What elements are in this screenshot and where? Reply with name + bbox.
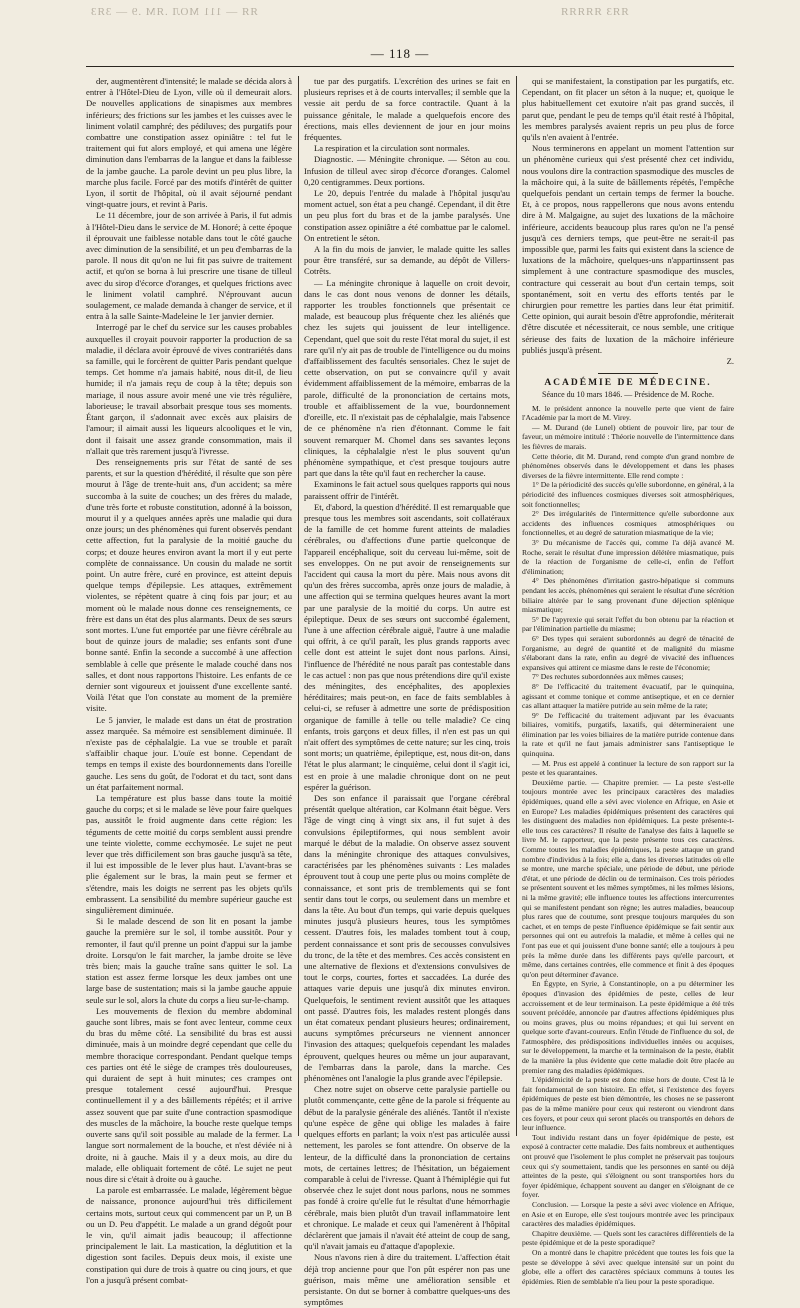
paragraph: Interrogé par le chef du service sur les causes probables auxquelles il croyait pouvoir rapporter la production de sa maladie, il déclara avoir éprouvé de vives contrariétés dans sa famille, qui le forcèrent de quitter Paris pendant quelque temps. Cet homme n'a jamais habité, nous dit-il, de lieu humide; il n'a jamais reçu de coup à la tête; depuis son mariage, il nous assure avoir mené une vie très régulière, laborieuse; le travail absorbait presque tous ses moments. Étant garçon, il s'adonnait avec excès aux plaisirs de l'amour; il aimait aussi les liqueurs alcooliques et le vin, dont il faisait une assez grande consommation, mais il n'allait que très rarement jusqu'à l'ivresse.	[86, 322, 292, 456]
paragraph: Tout individu restant dans un foyer épidémique de peste, est exposé à contracter cette maladie. Des faits nombreux et authentiques ont prouvé que l'isolement le plus complet ne préservait pas toujours ceux qui s'y soumettaient, tandis que les personnes en santé ou déjà atteintes de la peste, qui s'éloignent ou sont transportées hors du foyer épidémique, échappent souvent au danger en s'éloignant de ce foyer.	[522, 1132, 734, 1200]
paragraph-diagnostic: Diagnostic. — Méningite chronique. — Séton au cou. Infusion de tilleul avec sirop d'écorce d'oranges. Calomel 0,20 centigrammes. Deux portions.	[304, 154, 510, 187]
paragraph: 6° Des types qui seraient subordonnés au degré de ténacité de l'organisme, au degré de quantité et de malignité du miasme s'élaborant dans la rate, enfin au degré de vivacité des influences expansives qui attirent ce miasme dans le reste de l'économie;	[522, 633, 734, 672]
paragraph: Et, d'abord, la question d'hérédité. Il est remarquable que presque tous les membres soit ascendants, soit collatéraux de la famille de cet homme furent atteints de maladies cérébrales, ou d'affections d'une partie quelconque de l'appareil encéphalique, soit du cerveau lui-même, soit de ses enveloppes. On ne put avoir de renseignements sur l'accident qui causa la mort du père. Mais nous avons dit qu'un des frères succomba, après onze jours de maladie, à une affection qui se termina quelques heures avant la mort par une paralysie de la moitié du corps. Un autre est épileptique. Deux de ses sœurs ont succombé également, l'une à une affection cérébrale aiguë, l'autre à une maladie qui offrit, à ce qu'il paraît, les plus grands rapports avec celle dont est atteint le sujet dont nous parlons. Ainsi, l'influence de l'hérédité ne nous paraît pas contestable dans le cas actuel : non pas que nous prétendions dire qu'il existe des méningites, des encéphalites, des apoplexies héréditaires; mais peut-on, en face de faits semblables à celui-ci, se refuser à admettre une sorte de prédisposition organique de famille à telle ou telle maladie? Ce cinq enfants, trois garçons et deux filles, il n'en est pas un qui n'ait offert des symptômes de cette nature; sur les cinq, trois sont morts; un quatrième, épileptique, est, nous dit-on, dans l'état le plus alarmant; le cinquième, celui dont il s'agit ici, est en proie à une maladie chronique dont on ne peut espérer la guérison.	[304, 501, 510, 792]
paragraph: A la fin du mois de janvier, le malade quitte les salles pour être transféré, sur sa demande, au dépôt de Villers-Cotrêts.	[304, 244, 510, 277]
bleed-right-text: ЯЯЗ ЯЯЯЯЯ	[560, 6, 629, 18]
column-3	[522, 76, 734, 1286]
paragraph: Le 11 décembre, jour de son arrivée à Paris, il fut admis à l'Hôtel-Dieu dans le service de M. Honoré; à cette époque il éprouvait une faiblesse notable dans tout le côté gauche avec diminution de la sensibilité, et un peu d'embarras de la parole. Il nous dit qu'on ne lui fit pas suivre de traitement actif, et qu'on se borna à lui prescrire une tisane de tilleul avec du sirop d'écorce d'oranges, et quelques frictions avec le liniment volatil camphré. N'éprouvant aucun soulagement, ce malade demanda à changer de service, et il entra à la salle Sainte-Madeleine le 1er janvier dernier.	[86, 210, 292, 322]
paragraph: — M. Prus est appelé à continuer la lecture de son rapport sur la peste et les quarantaines.	[522, 758, 734, 778]
paragraph: Conclusion. — Lorsque la peste a sévi avec violence en Afrique, en Asie et en Europe, elle s'est toujours montrée avec les principaux caractères des maladies épidémiques.	[522, 1199, 734, 1229]
section-rule	[598, 373, 658, 374]
paragraph: Le 20, depuis l'entrée du malade à l'hôpital jusqu'au moment actuel, son état a peu changé. Cependant, il dit être un peu plus fort du bras et de la jambe paralysés. Une constipation assez opiniâtre a été combattue par le calomel. On entretient le séton.	[304, 188, 510, 243]
session-line: Séance du 10 mars 1846. — Présidence de M. Roche.	[542, 390, 714, 400]
paragraph: 4° Des phénomènes d'irritation gastro-hépatique si communs pendant les accès, phénomènes qui seraient le résultat d'une sécrétion biliaire altérée par le sang provenant d'une déjection splénique miasmatique;	[522, 576, 734, 615]
paragraph: M. le président annonce la nouvelle perte que vient de faire l'Académie par la mort de M. Virey.	[522, 403, 734, 423]
academy-report	[522, 404, 734, 1287]
bleed-left-text: ЯЯ — 111 МОЛ .ЯМ .9 — 3ЯЗ	[90, 6, 258, 18]
paragraph: — La méningite chronique à laquelle on croit devoir, dans le cas dont nous venons de donner les détails, rapporter les troubles fonctionnels que présentait ce malade, est beaucoup plus fréquente chez les aliénés que chez les sujets qui jouissent de leur intelligence. Cependant, quel que soit du reste l'état moral du sujet, il est rare qu'il n'y ait pas de trouble de l'intelligence ou du moins d'affaiblissement des facultés sensoriales. Chez le sujet de cette observation, on put se convaincre qu'il y avait évidemment affaiblissement de la mémoire, embarras de la parole, difficulté de la prononciation de certains mots, trouble et affaiblissement de la vue, bourdonnement d'oreille, etc. Il n'existait pas de céphalalgie, mais l'absence de ce phénomène n'a rien d'étonnant. Comme le fait souvent remarquer M. Chomel dans ses savantes leçons cliniques, la céphalalgie n'est le plus souvent qu'un phénomène sympathique, et c'est presque toujours autre part que dans la tête qu'il faut en rechercher la cause.	[304, 277, 510, 479]
paragraph: Chapitre deuxième. — Quels sont les caractères différentiels de la peste épidémique et de la peste sporadique?	[522, 1228, 734, 1248]
section-title: ACADÉMIE DE MÉDECINE.	[544, 378, 712, 389]
page-number: — 118 —	[370, 46, 430, 61]
paragraph: Des renseignements pris sur l'état de santé de ses parents, et sur la question d'hérédité, il résulte que son père mourut à l'âge de trente-huit ans, d'un accident; sa mère succomba à la suite de couches; un des frères du malade, d'une très forte et robuste constitution, adonné à la boisson, mourut il y a quelques années après une maladie qui dura onze jours; un des phénomènes qui furent observés pendant cette affection, fut la paralysie de la moitié gauche du corps; et douze heures environ avant la mort il y eut perte complète de connaissance. Un cousin du malade ne sortit point. Un autre frère, curé en province, est atteint depuis quelque temps d'épilepsie. Les attaques, extrêmement violentes, se répètent quatre à cinq fois par jour; et au moment où le malade nous donne ces renseignements, ce frère est dans un état des plus alarmants. Deux de ses sœurs sont mortes. L'une fut emportée par une fièvre cérébrale au bout de quinze jours de maladie; ses enfants sont d'une bonne santé. Enfin la seconde a succombé à une affection semblable à celle que présente le malade couché dans nos salles, et dont nous rapportons l'histoire. Les enfants de ce dernier sont vigoureux et jouissent d'une excellente santé. Voilà l'état que l'on constate au moment de la première visite.	[86, 456, 292, 714]
paragraph: Nous terminerons en appelant un moment l'attention sur un phénomène curieux qui s'est présenté chez cet individu, nous voulons dire la contraction spasmodique des muscles de la mâchoire qui, à la suite de bâillements répétés, l'empêche quelquefois pendant un certain temps de fermer la bouche. Et, à ce propos, nous rappellerons que nous avons entendu dire à M. Malgaigne, au sujet des luxations de la mâchoire inférieure, accidents beaucoup plus rares qu'on ne l'a pensé jusqu'à ces derniers temps, que peut-être ne serait-il pas impossible que, parmi les faits qui existent dans la science de luxations de la mâchoire, quelques-uns n'appartinssent pas simplement à une contracture spasmodique des muscles, contracture qui cesserait au bout d'un certain temps, soit spontanément, soit en vertu des efforts tentés par le chirurgien pour remettre les parties dans leur état primitif. Cette opinion, qui aurait besoin d'être approfondie, mériterait d'être discutée et nécessiterait, ce nous semble, une critique sérieuse des faits de luxation de la mâchoire inférieure publiés jusqu'à présent.	[522, 143, 734, 355]
paragraph: tue par des purgatifs. L'excrétion des urines se fait en plusieurs reprises et à de courts intervalles; il semble que la vessie ait perdu de sa force contractile. Quant à la puissance génitale, le malade a quelquefois encore des érections, mais elles deviennent de jour en jour moins fréquentes.	[304, 76, 510, 143]
paragraph: En Égypte, en Syrie, à Constantinople, on a pu déterminer les époques d'invasion des épidémies de peste, celles de leur accroissement et de leur terminaison. La peste épidémique a été très souvent précédée, annoncée par d'autres affections épidémiques plus ou moins graves, plus ou moins répandues; et qui lui servent en quelque sorte d'avant-coureurs. Enfin l'étude de l'influence du sol, de l'atmosphère, des prédispositions individuelles innées ou acquises, sur le développement, la marche et la terminaison de la peste, établit de la manière la plus évidente que cette maladie doit être placée au premier rang des maladies épidémiques.	[522, 979, 734, 1075]
paragraph: 5° De l'apyrexie qui serait l'effet du bon obtenu par la réaction et par l'élimination partielle du miasme;	[522, 614, 734, 634]
header-rule	[86, 66, 734, 67]
paragraph: 9° De l'efficacité du traitement adjuvant par les évacuants biliaires, vomitifs, purgatifs, laxatifs, qui détermineraient une élimination par les voies biliaires de la matière putride contenue dans la rate et qu'il ne faut jamais administrer sans l'antiseptique le quinquina.	[522, 710, 734, 759]
paragraph: Les mouvements de flexion du membre abdominal gauche sont libres, mais se font avec lenteur, comme ceux du bras du même côté. La sensibilité du bras est aussi diminuée, mais à un moindre degré cependant que celle du membre thoracique correspondant. Pendant quelque temps ces parties ont été le siège de crampes très douloureuses, qui duraient de sept à huit minutes; ces crampes ont presque totalement cessé aujourd'hui. Presque continuellement il y a des bâillements répétés; et il arrive assez souvent que par suite d'une contraction spasmodique des muscles de la mâchoire, la bouche reste quelque temps ouverte sans qu'il soit possible au malade de la fermer. La langue sort normalement de la bouche, et n'est déviée ni à droite, ni à gauche. Mais il y a deux mois, au dire du malade, elle obliquait fortement de côté. Le sujet ne peut nous dire si c'était à droite ou à gauche.	[86, 1005, 292, 1184]
paragraph: On a montré dans le chapitre précédent que toutes les fois que la peste se développe à sévi avec quelque intensité sur un point du globe, elle a offert des caractères spéciaux communs à toutes les épidémies. Rien de semblable n'a lieu pour la peste sporadique.	[522, 1247, 734, 1286]
paragraph: qui se manifestaient, la constipation par les purgatifs, etc. Cependant, on fit placer un séton à la nuque; et, quoique le plus habituellement cet exutoire n'ait pas grand succès, il parut que, pendant le peu de temps qu'il était resté à l'hôpital, les membres paralysés avaient repris un peu plus de force qu'ils n'en avaient à l'entrée.	[522, 76, 734, 143]
paragraph: 8° De l'efficacité du traitement évacuatif, par le quinquina, agissant et comme tonique et comme antiseptique, et en ce dernier cas allant attaquer la matière putride au sein même de la rate;	[522, 681, 734, 711]
paragraph: Le 5 janvier, le malade est dans un état de prostration assez marquée. Sa mémoire est sensiblement diminuée. Il n'existe pas de céphalalgie. La vue se trouble et paraît s'affaiblir chaque jour. L'ouïe est bonne. Cependant de temps en temps il existe des bourdonnements dans l'oreille gauche. Les sens du goût, de l'odorat et du tact, sont dans un état parfaitement normal.	[86, 714, 292, 792]
paragraph: Des son enfance il paraissait que l'organe cérébral présentât quelque altération, car Kolmann était bègue. Vers l'âge de vingt cinq à vingt six ans, il fut sujet à des convulsions épileptiformes, qui nous semblent avoir marqué le début de la maladie. On observe assez souvent dans la méningite chronique des attaques convulsives, caractérisées par les phénomènes suivants : Les malades éprouvent tout à coup une perte plus ou moins complète de connaissance, et sont pris de tremblements qui se font sentir dans tout le corps, ou seulement dans un membre et dans la tête. Au bout d'un temps, qui varie depuis quelques minutes jusqu'à plusieurs heures, tous les symptômes cessent. D'autres fois, les malades tombent tout à coup, perdent connaissance et sont pris de secousses convulsives du tronc, de la tête et des membres. Ces accès consistent en une alternative de flexions et d'extensions convulsives de tout le corps, courtes, fortes et saccadées. La durée des attaques varie depuis une jusqu'à dix minutes environ. Quelquefois, le sentiment revient aussitôt que les attaques ont passé. D'autres fois, les malades restent plongés dans un état comateux pendant plusieurs heures; ordinairement, aucuns symptômes précurseurs ne viennent annoncer l'invasion des attaques; quelquefois cependant les malades éprouvent, quelques heures ou même un jour auparavant, de l'embarras dans la parole, dans la marche. Ces phénomènes ont l'analogie la plus grande avec l'épilepsie.	[304, 793, 510, 1084]
paragraph: Deuxième partie. — Chapitre premier. — La peste s'est-elle toujours montrée avec les principaux caractères des maladies épidémiques, quand elle a sévi avec violence en Afrique, en Asie et en Europe? Les maladies épidémiques présentent des caractères qui les distinguent des maladies non épidémiques. La peste présente-t-elle tous ces caractères? Il résulte de l'analyse des faits à laquelle se livre M. le rapporteur, que la peste présente tous ces caractères. Comme toutes les maladies épidémiques, la peste attaque un grand nombre d'individus à la fois; elle a, dans les diverses latitudes où elle se montre, une marche spéciale, une période de début, une période d'état, et une période de déclin ou de terminaison. Ces trois périodes se présentent souvent et les mêmes symptômes, ni les mêmes lésions, ni la même gravité; elle influence toutes les affections intercurrentes qui se manifestent pendant son règne; les autres maladies, beaucoup plus rares que de coutume, sont presque toujours marquées du son cachet, et en temps de peste l'influence épidémique se fait sentir aux personnes qui ont eu autrefois la maladie, et même à celles qui ne l'ont pas eue et qui jouissent d'une bonne santé; elle a toujours à peu près la même durée dans les différents pays qu'elle parcourt, et même, dans certaines contrées, elle commence et finit à des époques qu'on peut déterminer d'avance.	[522, 777, 734, 979]
paragraph: 2° Des irrégularités de l'intermittence qu'elle subordonne aux accidents des influences cosmiques atmosphériques ou fonctionnelles, et au degré de saturation miasmatique de la vie;	[522, 509, 734, 538]
paragraph: Chez notre sujet on observe cette paralysie partielle ou plutôt commençante, cette gêne de la parole si fréquente au début de la paralysie générale des aliénés. Tantôt il n'existe qu'une espèce de gêne qui oblige les malades à faire quelques efforts en parlant; la voix n'est pas articulée aussi nettement, les paroles se font attendre. On observe de la lenteur, de la difficulté dans la prononciation de certains mots, de certaines lettres; de l'hésitation, un bégaiement comparable à celui de l'ivresse. Quant à l'hémiplégie qui fut observée chez le sujet dont nous parlons, nous ne sommes pas fondé à croire qu'elle fut le résultat d'une hémorrhagie cérébrale, mais bien plutôt d'un travail inflammatoire lent et chronique. Le malade et ceux qui l'amenèrent à l'hôpital déclarèrent que jamais il n'avait été atteint de coup de sang, qu'il n'avait jamais eu d'attaque d'apoplexie.	[304, 1084, 510, 1252]
paragraph: La température est plus basse dans toute la moitié gauche du corps; et si le malade se lève pour faire quelques pas, aussitôt le froid augmente dans cette région: les téguments de cette moitié du corps semblent aussi prendre une teinte violette, comme ecchymosée. Le sujet ne peut lever que très difficilement son bras gauche jusqu'à sa tête, il lui est impossible de le lever plus haut. L'avant-bras se plie également sur le bras, la main peut se fermer et s'étendre, mais les doigts ne serrent pas les objets qu'ils embrassent. La sensibilité du membre supérieur gauche est singulièrement diminuée.	[86, 793, 292, 916]
reverse-bleed-through	[0, 4, 800, 24]
paragraph: der, augmentèrent d'intensité; le malade se décida alors à entrer à l'Hôtel-Dieu de Lyon, ville où il demeurait alors. De nouvelles applications de sinapismes aux membres inférieurs; des frictions sur les jambes et les cuisses avec le liniment volatil camphré; des pédiluves; des purgatifs pour combattre une constipation assez opiniâtre : tel fut le traitement qui fut alors employé, et qui amena une légère diminution dans l'embarras de la langue et dans la faiblesse de la jambe gauche. La parole devint un peu plus libre, la marche plus facile. Forcé par des motifs d'intérêt de quitter Lyon, il sortit de l'hôpital, où il avait séjourné pendant vingt-quatre jours, et revint à Paris.	[86, 76, 292, 210]
paragraph: — M. Durand (de Lunel) obtient de pouvoir lire, par tour de faveur, un mémoire intitulé : Théorie nouvelle de l'intermittence dans les fièvres de marais.	[522, 422, 734, 452]
paragraph: L'épidémicité de la peste est donc mise hors de doute. C'est là le fait fondamental de son histoire. En effet, si l'existence des foyers épidémiques de peste est bien démontrée, les choses ne se passeront pas de la même manière pour ceux qui resteront ou viendront dans ces foyers, et pour ceux qui seront placés ou transportés en dehors de leur influence.	[522, 1075, 734, 1133]
paragraph: 1° De la périodicité des succès qu'elle subordonne, en général, à la périodicité des influences cosmiques diverses soit atmosphériques, soit fonctionnelles;	[522, 480, 734, 509]
paragraph: Cette théorie, dit M. Durand, rend compte d'un grand nombre de phénomènes observés dans le développement et dans les phases diverses de la fièvre intermittente. Elle rend compte :	[522, 451, 734, 480]
paragraph: Examinons le fait actuel sous quelques rapports qui nous paraissent offrir de l'intérêt.	[304, 479, 510, 501]
paragraph: Si le malade descend de son lit en posant la jambe gauche la première sur le sol, il tombe aussitôt. Pour y remonter, il faut qu'il prenne un point d'appui sur la jambe droite. Lorsqu'on le fait marcher, la jambe droite se lève très bien; mais la gauche traîne sans quitter le sol. La station est assez ferme lorsque les deux jambes ont une large base de sustentation; mais si la jambe gauche appuie seule sur le sol, alors la chute du corps a lieu sur-le-champ.	[86, 916, 292, 1005]
column-2	[304, 76, 510, 1308]
paragraph: La parole est embarrassée. Le malade, légèrement bègue de naissance, prononce aujourd'hui très difficilement certains mots, surtout ceux qui commencent par un P, un B ou un D. Peu d'appétit. Le malade a un grand dégoût pour le vin, qu'il aimait jadis beaucoup; il affectionne principalement le lait. La mastication, la déglutition et la digestion sont faciles. Depuis deux mois, il existe une constipation qui dure de trois à quatre ou cinq jours, et que l'on a jusqu'à présent combat-	[86, 1185, 292, 1285]
column-divider-1	[298, 76, 299, 1136]
paragraph: La respiration et la circulation sont normales.	[314, 143, 470, 154]
column-1	[86, 76, 292, 1285]
column-divider-2	[516, 76, 517, 1136]
paragraph: 7° Des rechutes subordonnées aux mêmes causes;	[532, 672, 684, 682]
paragraph: 3° Du mécanisme de l'accès qui, comme l'a déjà avancé M. Roche, serait le résultat d'une impression délétère miasmatique, puis de la réaction de l'organisme de celle-ci, enfin de l'effort d'élimination;	[522, 538, 734, 576]
author-signature: Z.	[726, 356, 734, 367]
paragraph: Nous n'avons rien à dire du traitement. L'affection était déjà trop ancienne pour que l'on pût espérer non pas une guérison, mais même une amélioration sensible et persistante. On dut se borner à combattre quelques-uns des symptômes	[304, 1252, 510, 1308]
